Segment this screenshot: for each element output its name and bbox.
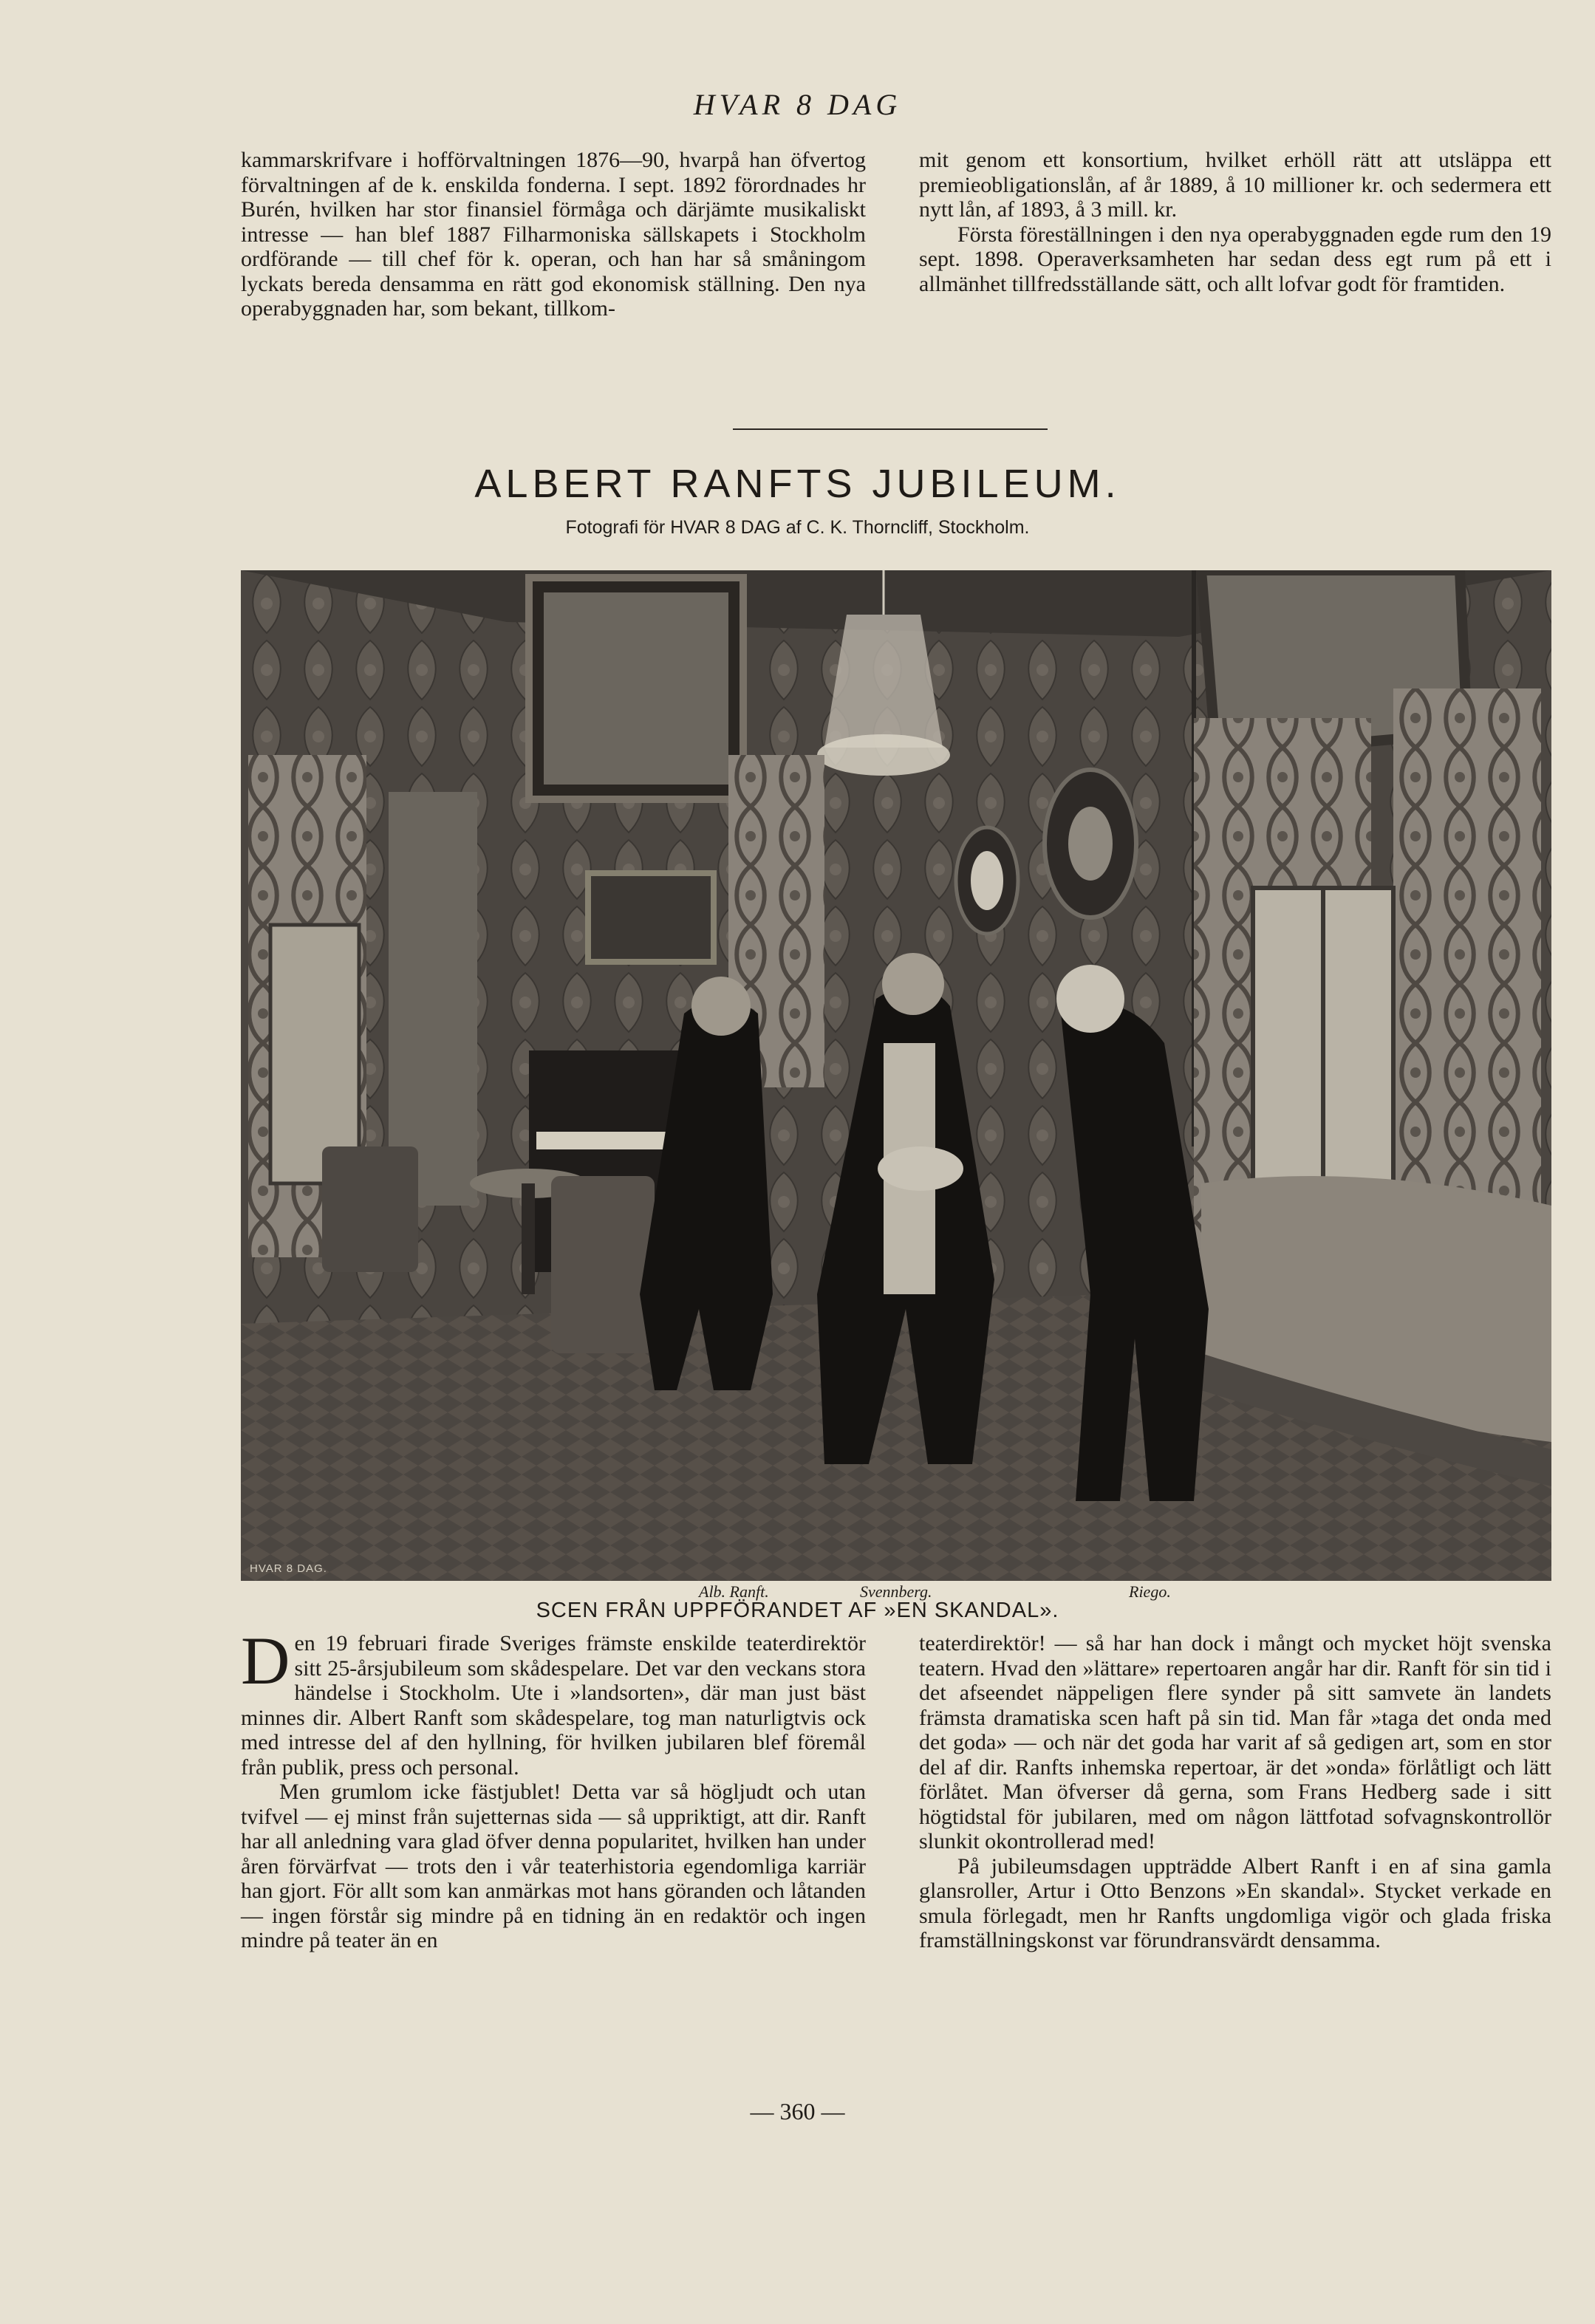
drop-cap: D: [241, 1623, 290, 1698]
paragraph-text: en 19 februari firade Sveriges främste enskilde teaterdirektör sitt 25-årsjubileum som skådespelare. Det var den veckans stora händelse i Stockholm. Ute i »landsorten», där man just bäst minnes dir. Albert Ranft som skådespelare, tog man naturligtvis ock med intresse del af den hyllning, för hvilken jubilaren blef föremål från publik, press och personal.: [241, 1631, 866, 1780]
cast-name-svennberg: Svennberg.: [860, 1582, 932, 1601]
stage-photograph: [241, 570, 1551, 1581]
top-right-column: [919, 148, 1551, 296]
cast-name-ranft: Alb. Ranft.: [699, 1582, 769, 1601]
paragraph: teaterdirektör! — så har han dock i mångt och mycket höjt svenska teatern. Hvad den »lättare» repertoaren angår har dir. Ranft för sin tid i det afseendet näppeligen flere synder på sitt samvete än landets främsta dramatiska scen haft på sin tid. Man får »taga det onda med det goda» — och när det goda har varit af så gedigen art, som en stor del af dir. Ranfts inhemska repertoar, är det »onda» förlåtligt och lätt förlåtet. Man öfverser då gerna, som Frans Hedberg sade i sitt högtidstal för jubilaren, med om någon lättfotad sofvagnskontrollör slunkit okontrollerad med!: [919, 1631, 1551, 1853]
paragraph: [241, 1623, 866, 1780]
photo-credit: Fotografi för HVAR 8 DAG af C. K. Thorncliff, Stockholm.: [565, 517, 1030, 538]
running-head: HVAR 8 DAG: [693, 88, 902, 121]
page-number: — 360 —: [750, 2098, 845, 2125]
photo-caption: SCEN FRÅN UPPFÖRANDET AF »EN SKANDAL».: [536, 1599, 1059, 1622]
photo-plate-mark: HVAR 8 DAG.: [250, 1562, 327, 1575]
photograph-illustration: [241, 570, 1551, 1581]
top-left-column: [241, 148, 866, 321]
paragraph: På jubileumsdagen uppträdde Albert Ranft i en af sina gamla glansroller, Artur i Otto Benzons »En skandal». Stycket verkade en smula förlegadt, men hr Ranfts ungdomliga vigör och glada friska framställningskonst var förundransvärdt densamma.: [919, 1853, 1551, 1952]
paragraph: Första föreställningen i den nya operabyggnaden egde rum den 19 sept. 1898. Operaverksamheten har sedan dess egt rum på ett i allmänhet tillfredsställande sätt, och allt lofvar godt för framtiden.: [919, 222, 1551, 296]
paragraph: mit genom ett konsortium, hvilket erhöll rätt att utsläppa ett premieobligationslån, af år 1889, å 10 millioner kr. och sedermera ett nytt lån, af 1893, å 3 mill. kr.: [919, 148, 1551, 222]
article-right-column: [919, 1631, 1551, 1953]
article-title: ALBERT RANFTS JUBILEUM.: [474, 462, 1121, 506]
article-left-column: [241, 1623, 866, 1953]
section-divider: [733, 428, 1048, 430]
paragraph: kammarskrifvare i hofförvaltningen 1876—90, hvarpå han öfvertog förvaltningen af de k. enskilda fonderna. I sept. 1892 förordnades hr Burén, hvilken har stor finansiel förmåga och därjämte musikaliskt intresse — han blef 1887 Filharmoniska sällskapets i Stockholm ordförande — till chef för k. operan, och han har så småningom lyckats bereda densamma en rätt god ekonomisk ställning. Den nya operabyggnaden har, som bekant, tillkom-: [241, 148, 866, 321]
paragraph: Men grumlom icke fästjublet! Detta var så högljudt och utan tvifvel — ej minst från sujetternas sida — så uppriktigt, att dir. Ranft har all anledning vara glad öfver denna popularitet, hvilken han under åren förvärfvat — trots den i vår teaterhistoria egendomliga karriär han gjort. För allt som kan anmärkas mot hans göranden och låtanden — ingen förstår sig mindre på en tidning än en redaktör och ingen mindre på teater än en: [241, 1780, 866, 1952]
cast-name-riego: Riego.: [1129, 1582, 1171, 1601]
